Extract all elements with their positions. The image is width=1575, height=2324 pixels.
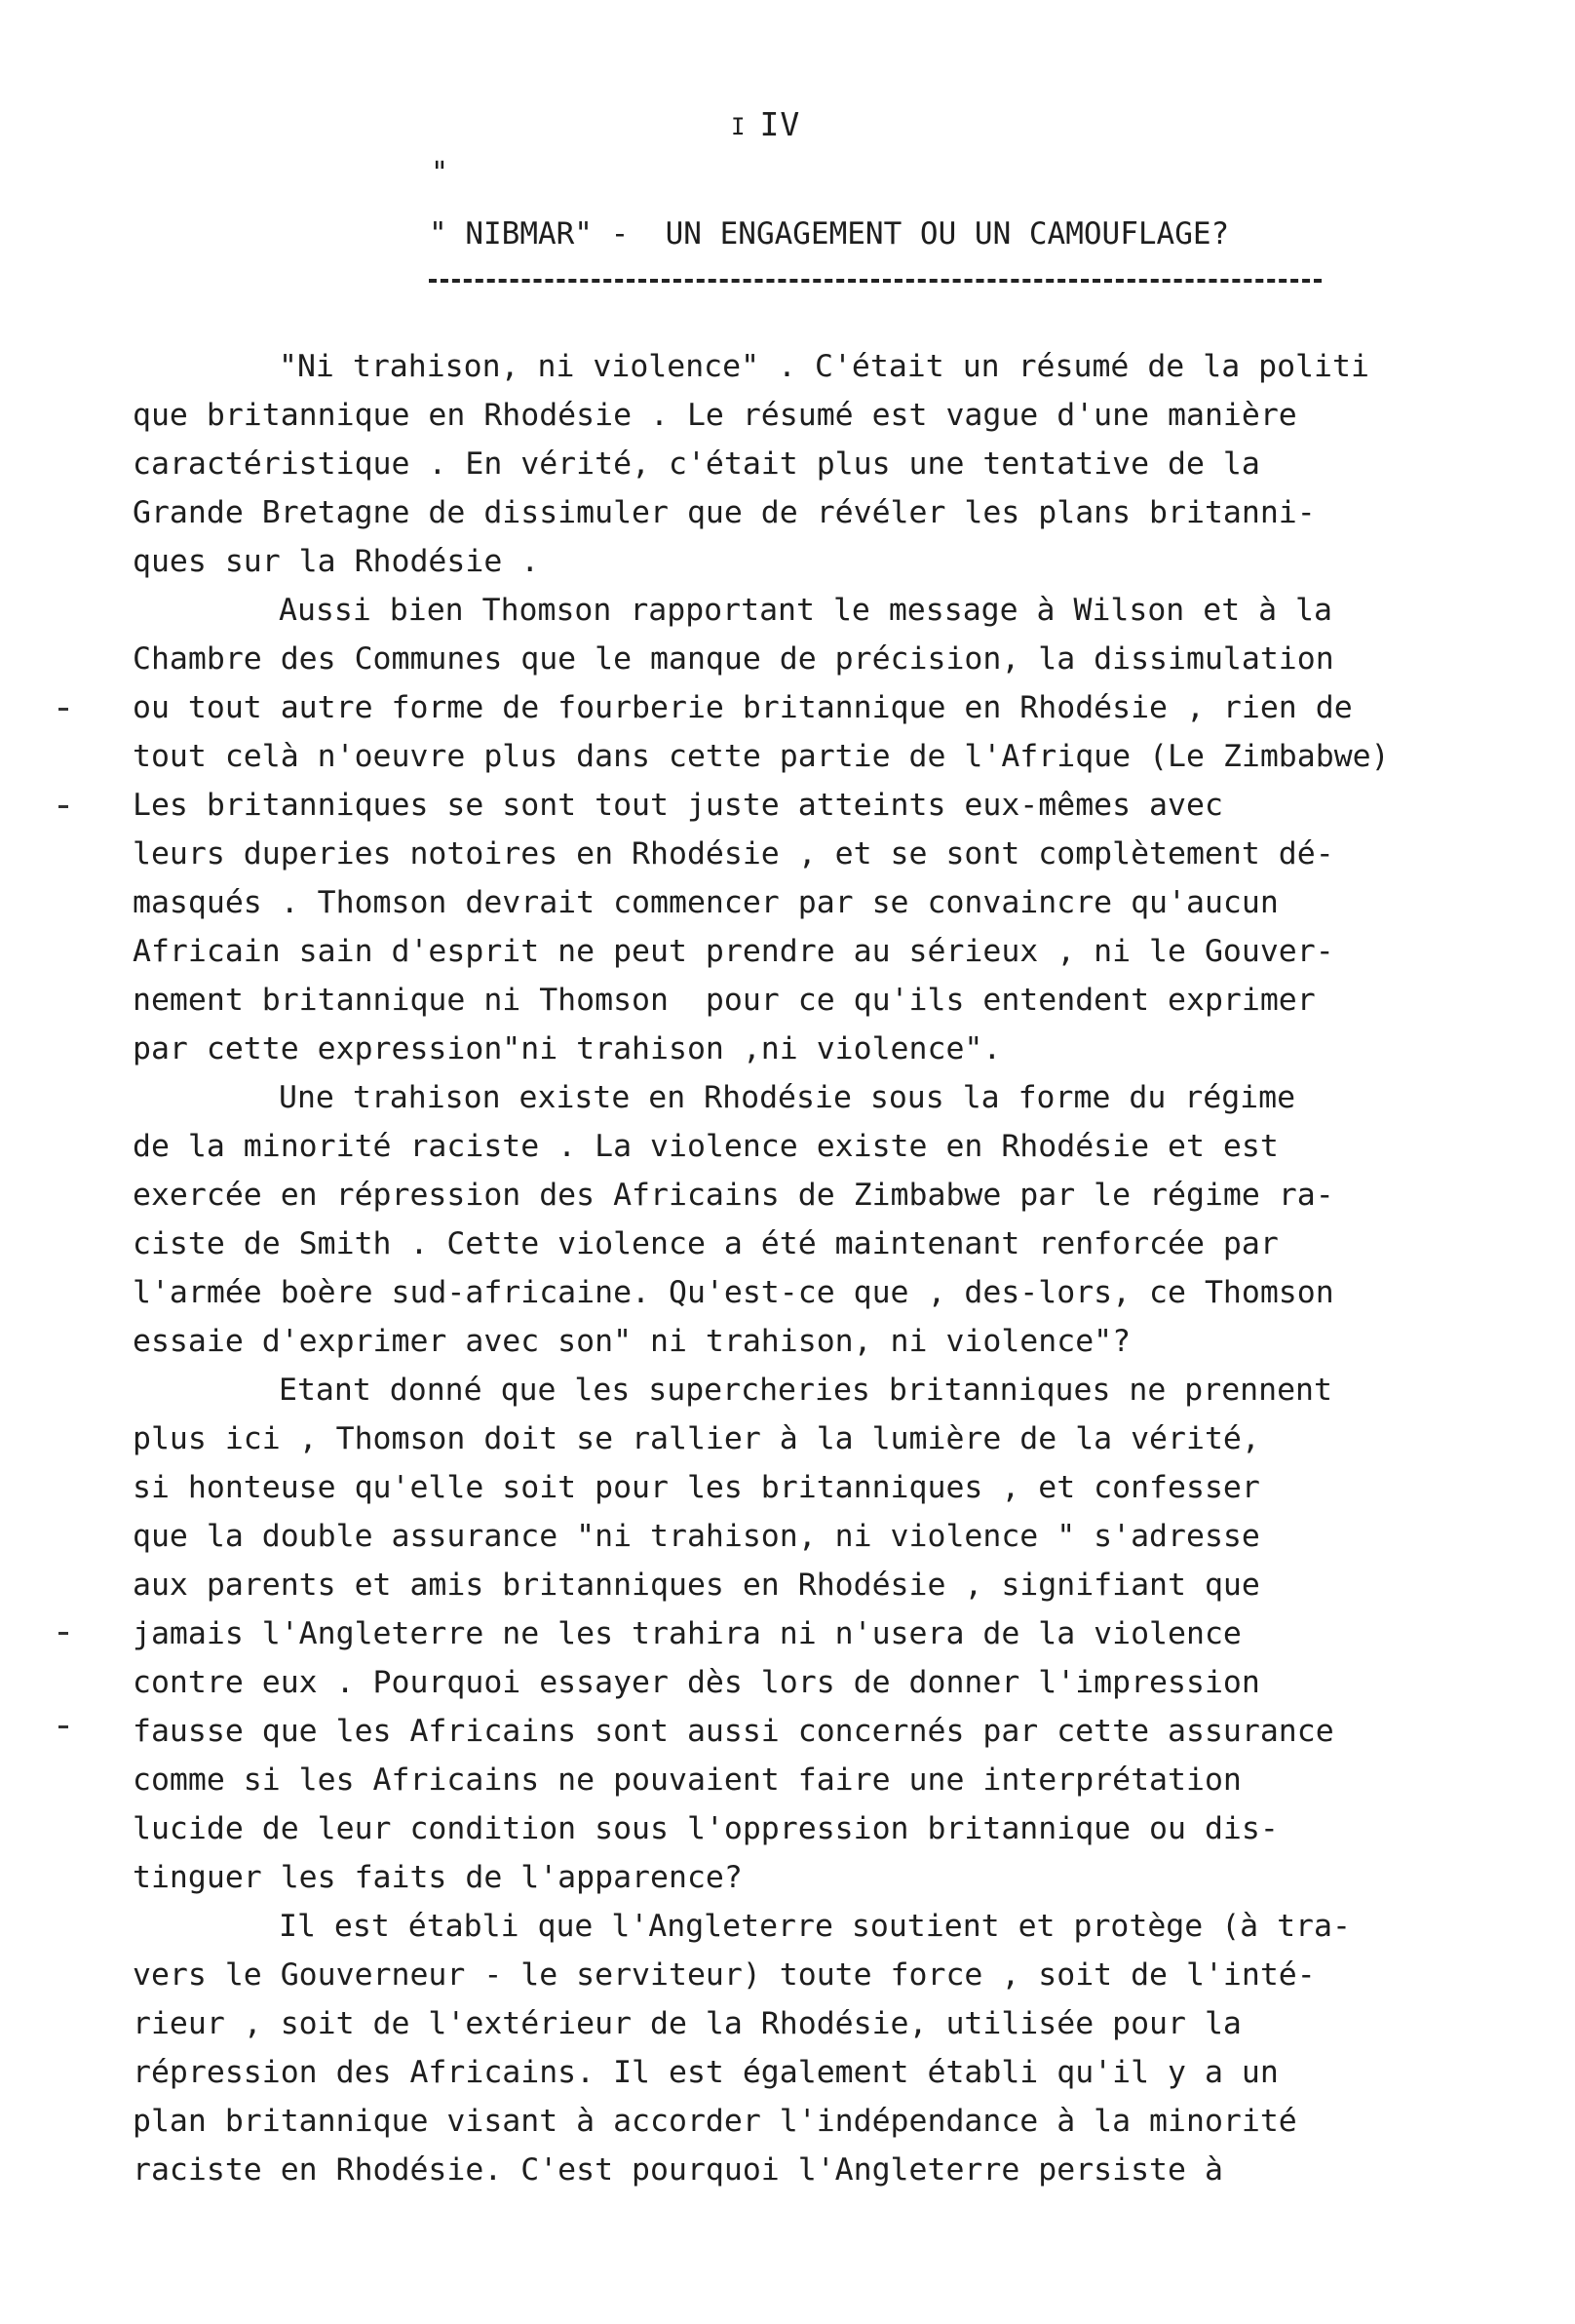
title-underline — [429, 279, 1322, 283]
text-line: si honteuse qu'elle soit pour les britanniques , et confesser — [133, 1470, 1260, 1505]
text-line: Etant donné que les supercheries britanniques ne prennent — [279, 1373, 1332, 1408]
page-number-text: IV — [759, 105, 801, 143]
text-line: que la double assurance "ni trahison, ni violence " s'adresse — [133, 1519, 1260, 1554]
text-line: répression des Africains. Il est également établi qu'il y a un — [133, 2055, 1279, 2090]
margin-mark — [58, 805, 68, 808]
text-line: Grande Bretagne de dissimuler que de révéler les plans britanni- — [133, 495, 1316, 530]
text-line: masqués . Thomson devrait commencer par se convaincre qu'aucun — [133, 885, 1279, 920]
page-number-mark: I — [731, 112, 747, 140]
text-line: comme si les Africains ne pouvaient faire une interprétation — [133, 1762, 1242, 1798]
text-line: raciste en Rhodésie. C'est pourquoi l'Angleterre persiste à — [133, 2152, 1223, 2188]
text-line: essaie d'exprimer avec son" ni trahison, ni violence"? — [133, 1324, 1132, 1359]
text-line: tout celà n'oeuvre plus dans cette partie de l'Afrique (Le Zimbabwe) — [133, 739, 1390, 774]
text-line: plan britannique visant à accorder l'indépendance à la minorité — [133, 2104, 1297, 2139]
text-line: Aussi bien Thomson rapportant le message à Wilson et à la — [279, 593, 1332, 628]
text-line: Chambre des Communes que le manque de précision, la dissimulation — [133, 641, 1334, 677]
text-line: par cette expression"ni trahison ,ni violence". — [133, 1031, 1002, 1066]
text-line: vers le Gouverneur - le serviteur) toute force , soit de l'inté- — [133, 1957, 1316, 1993]
text-line: l'armée boère sud-africaine. Qu'est-ce que , des-lors, ce Thomson — [133, 1275, 1334, 1310]
text-line: contre eux . Pourquoi essayer dès lors de donner l'impression — [133, 1665, 1260, 1700]
text-line: Il est établi que l'Angleterre soutient et protège (à tra- — [279, 1909, 1351, 1944]
page-number — [731, 105, 800, 143]
text-line: Les britanniques se sont tout juste atteints eux-mêmes avec — [133, 788, 1223, 823]
text-line: nement britannique ni Thomson pour ce qu'ils entendent exprimer — [133, 983, 1316, 1018]
text-line: que britannique en Rhodésie . Le résumé est vague d'une manière — [133, 398, 1297, 433]
text-line: rieur , soit de l'extérieur de la Rhodésie, utilisée pour la — [133, 2006, 1242, 2041]
stray-quote-mark: " — [431, 156, 449, 190]
text-line: jamais l'Angleterre ne les trahira ni n'usera de la violence — [133, 1616, 1242, 1651]
text-line: ou tout autre forme de fourberie britannique en Rhodésie , rien de — [133, 690, 1353, 725]
text-line: ciste de Smith . Cette violence a été maintenant renforcée par — [133, 1226, 1279, 1261]
text-line: tinguer les faits de l'apparence? — [133, 1860, 743, 1895]
text-line: fausse que les Africains sont aussi concernés par cette assurance — [133, 1714, 1334, 1749]
text-line: caractéristique . En vérité, c'était plus une tentative de la — [133, 446, 1260, 482]
text-line: plus ici , Thomson doit se rallier à la lumière de la vérité, — [133, 1421, 1260, 1456]
page-title: " NIBMAR" - UN ENGAGEMENT OU UN CAMOUFLAGE? — [429, 216, 1230, 252]
text-line: "Ni trahison, ni violence" . C'était un résumé de la politi — [279, 349, 1369, 384]
text-line: leurs duperies notoires en Rhodésie , et se sont complètement dé- — [133, 836, 1334, 872]
margin-mark — [58, 708, 68, 711]
text-line: de la minorité raciste . La violence existe en Rhodésie et est — [133, 1129, 1279, 1164]
margin-mark — [58, 1725, 68, 1728]
text-line: lucide de leur condition sous l'oppression britannique ou dis- — [133, 1811, 1279, 1846]
text-line: ques sur la Rhodésie . — [133, 544, 540, 579]
text-line: Une trahison existe en Rhodésie sous la forme du régime — [279, 1080, 1296, 1115]
text-line: Africain sain d'esprit ne peut prendre au sérieux , ni le Gouver- — [133, 934, 1334, 969]
margin-mark — [58, 1632, 68, 1635]
text-line: aux parents et amis britanniques en Rhodésie , signifiant que — [133, 1568, 1260, 1603]
text-line: exercée en répression des Africains de Zimbabwe par le régime ra- — [133, 1178, 1334, 1213]
